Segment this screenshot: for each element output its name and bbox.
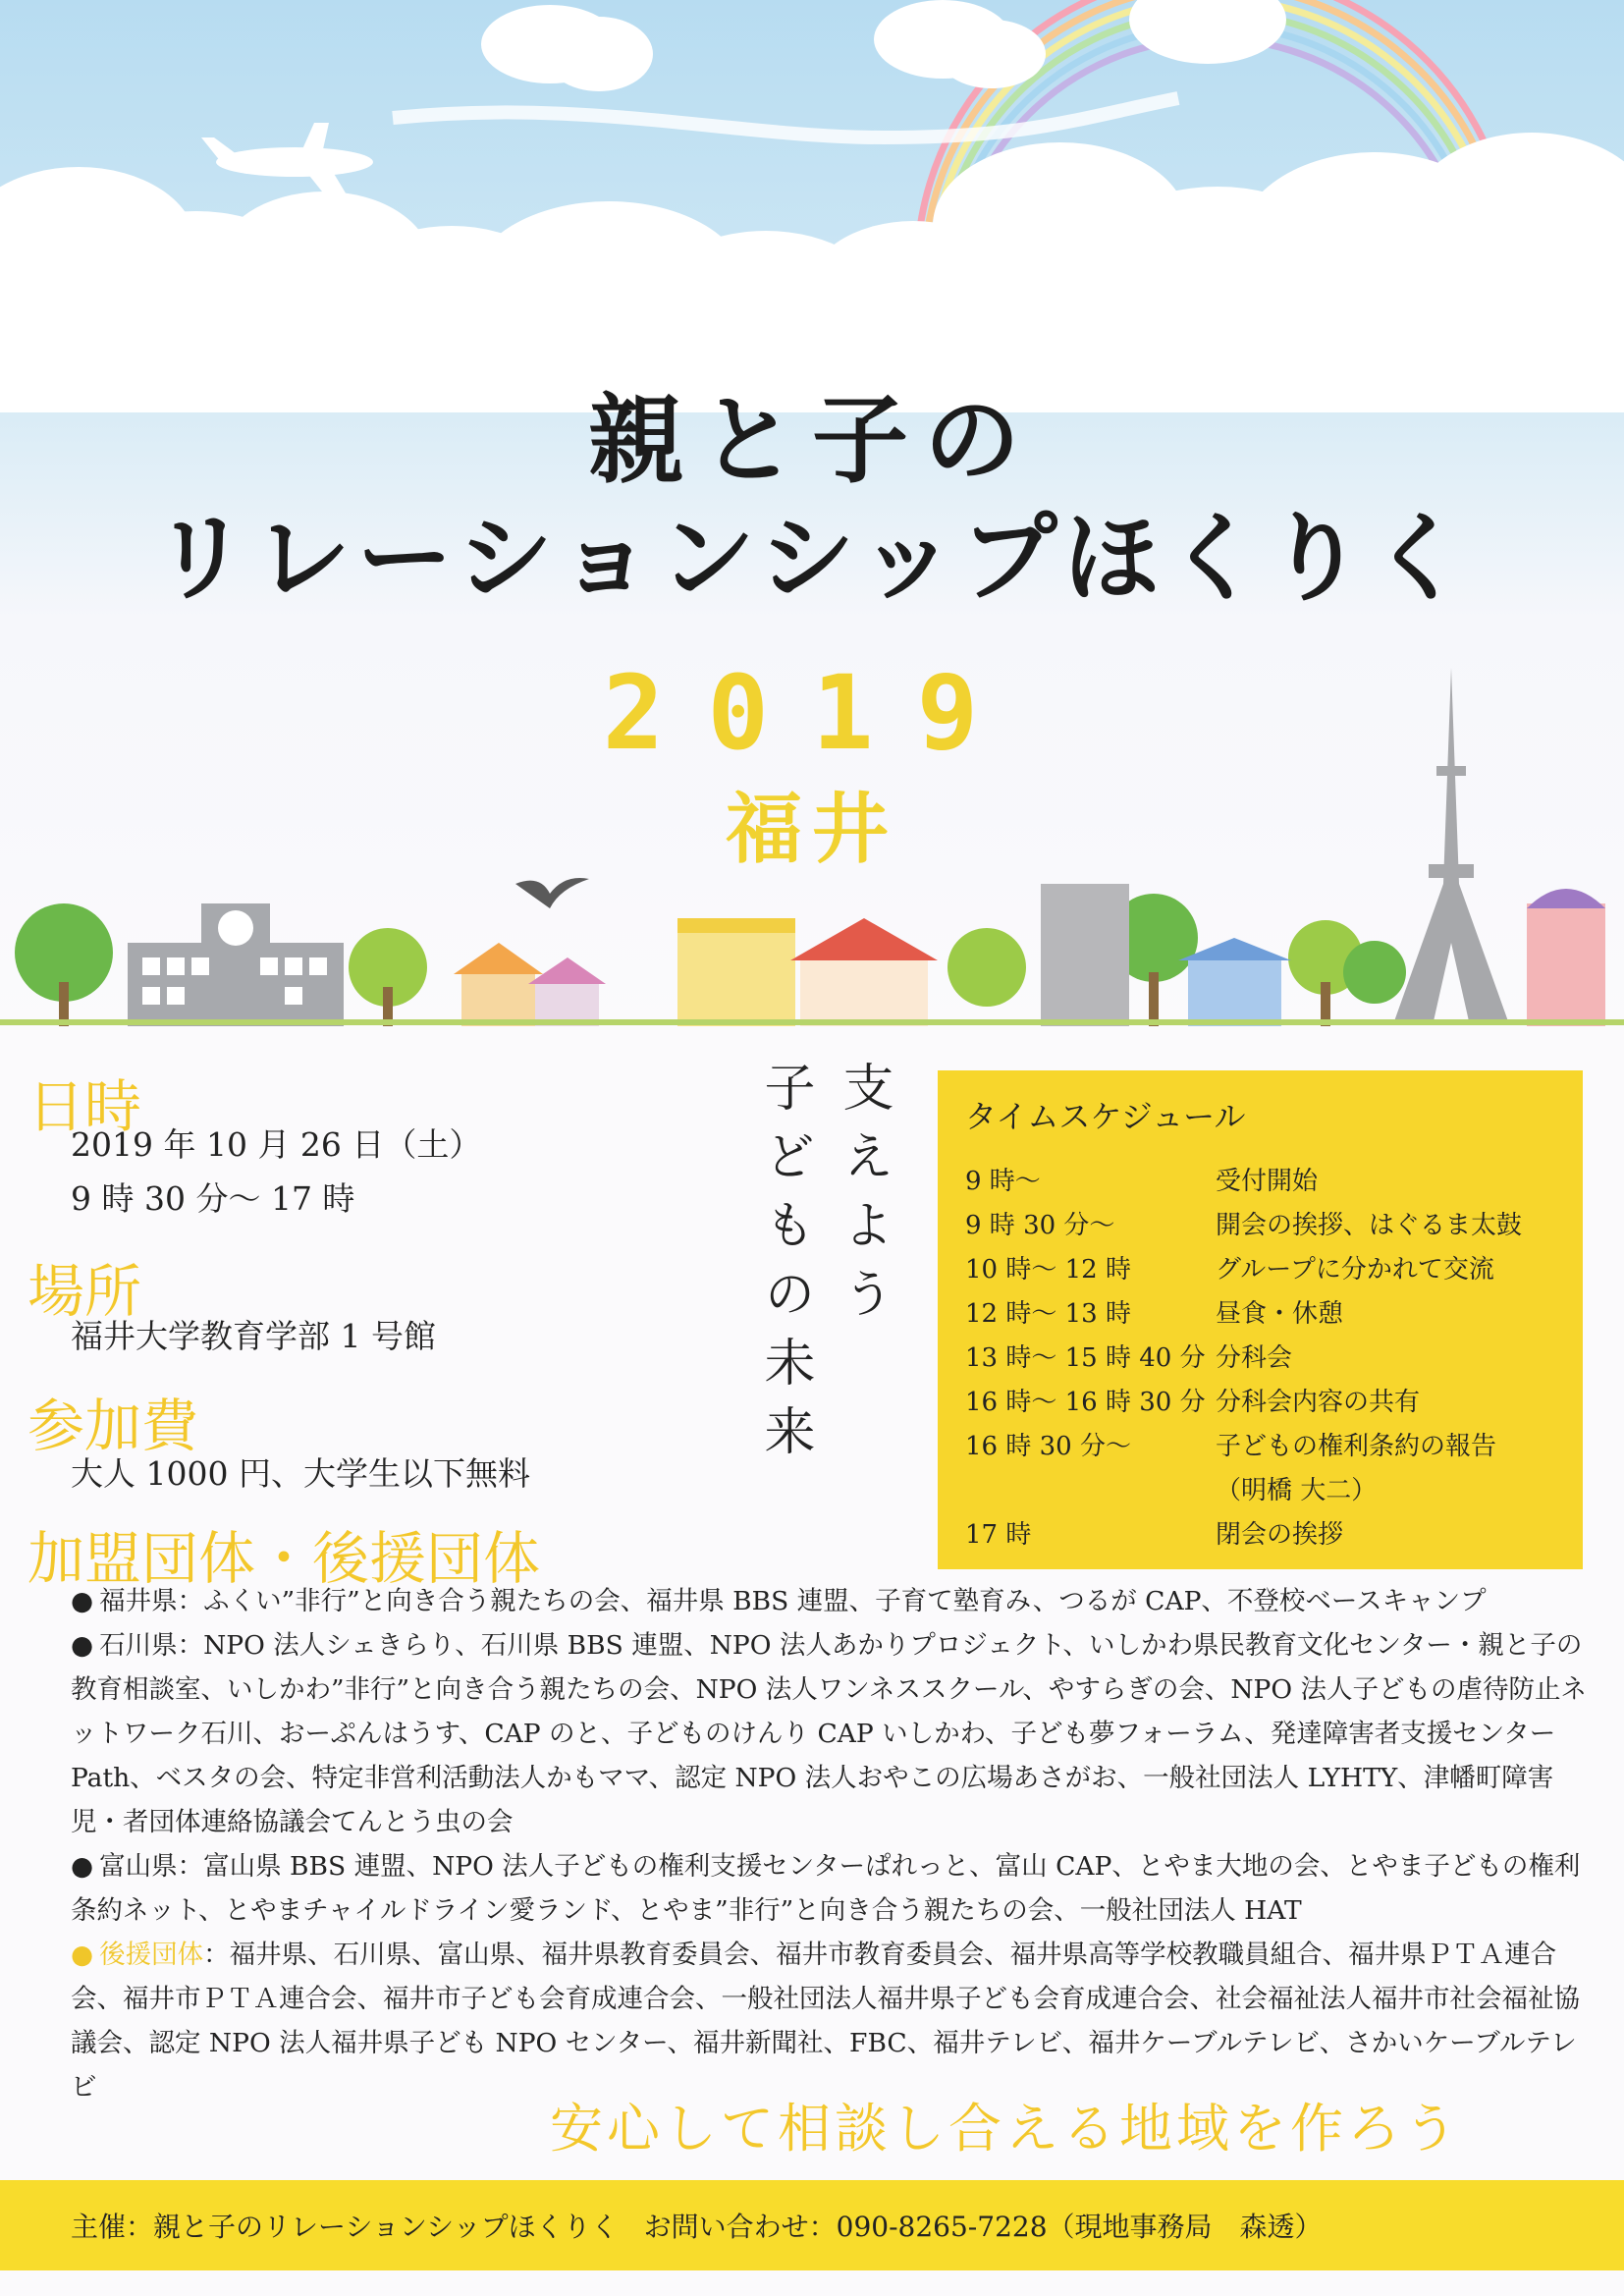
members-fukui-text: 福井県：ふくい”非行”と向き合う親たちの会、福井県 BBS 連盟、子育て塾育み、つるが CAP、不登校ベースキャンプ: [99, 1586, 1487, 1616]
time-schedule-box: [938, 1070, 1583, 1569]
schedule-event: 受付開始: [1216, 1167, 1319, 1196]
date-heading: 日時: [27, 1073, 142, 1140]
members-list: [71, 1579, 1602, 2109]
schedule-event: グループに分かれて交流: [1216, 1255, 1494, 1285]
bullet-icon: ●: [71, 1586, 94, 1616]
bullet-icon: ●: [71, 1940, 94, 1970]
members-toyama-text: 富山県：富山県 BBS 連盟、NPO 法人子どもの権利支援センターぱれっと、富山 CAP、とやま大地の会、とやま子どもの権利条約ネット、とやまチャイルドライン愛ランド、とやま”非行”と向き合う親たちの会、一般社団法人 HAT: [71, 1851, 1581, 1926]
support-text: ：福井県、石川県、富山県、福井県教育委員会、福井市教育委員会、福井県高等学校教職員組合、福井県ＰＴＡ連合会、福井市ＰＴＡ連合会、福井市子ども会育成連合会、一般社団法人福井県子ども会育成連合会、社会福祉法人福井市社会福祉協議会、認定 NPO 法人福井県子ども NPO センター、福井新聞社、FBC、福井テレビ、福井ケーブルテレビ、さかいケーブルテレビ: [71, 1940, 1580, 2103]
bullet-icon: ●: [71, 1630, 94, 1661]
members-heading: 加盟団体・後援団体: [27, 1525, 541, 1592]
title-line-1: 親と子の: [587, 385, 1036, 497]
members-support: [71, 1933, 1602, 2109]
schedule-event: 昼食・休憩: [1216, 1299, 1344, 1329]
members-ishikawa-text: 石川県：NPO 法人シェきらり、石川県 BBS 連盟、NPO 法人あかりプロジェクト、いしかわ県民教育文化センター・親と子の教育相談室、いしかわ”非行”と向き合う親たちの会、NPO 法人ワンネススクール、やすらぎの会、NPO 法人子どもの虐待防止ネットワーク石川、おーぷんはうす、CAP のと、子どものけんり CAP いしかわ、子ども夢フォーラム、発達障害者支援センター Path、ベスタの会、特定非営利活動法人かもママ、認定 NPO 法人おやこの広場あさがお、一般社団法人 LYHTY、津幡町障害児・者団体連絡協議会てんとう虫の会: [71, 1630, 1587, 1837]
schedule-title: タイムスケジュール: [965, 1098, 1246, 1135]
schedule-time: 9 時～: [965, 1167, 1041, 1196]
fee-heading: 参加費: [27, 1393, 199, 1459]
vertical-slogan-col-1: 支えよう: [834, 1061, 893, 1336]
schedule-time: 9 時 30 分～: [965, 1211, 1115, 1240]
support-label: 後援団体: [99, 1940, 204, 1970]
organizer: 主催：親と子のリレーションシップほくりく: [71, 2211, 619, 2243]
schedule-event: （明橋 大二）: [1216, 1476, 1378, 1505]
schedule-time: 17 時: [965, 1520, 1032, 1550]
members-ishikawa: [71, 1623, 1602, 1844]
schedule-time: 10 時～ 12 時: [965, 1255, 1131, 1285]
fee-value: 大人 1000 円、大学生以下無料: [71, 1454, 530, 1493]
slogan: 安心して相談し合える地域を作ろう: [550, 2098, 1461, 2159]
schedule-event: 分科会: [1216, 1343, 1293, 1373]
schedule-event: 分科会内容の共有: [1216, 1388, 1421, 1417]
bullet-icon: ●: [71, 1851, 94, 1882]
schedule-time: 13 時～ 15 時 40 分: [965, 1343, 1206, 1373]
title-line-2: リレーションシップほくりく: [152, 503, 1472, 615]
contact: お問い合わせ：090-8265-7228（現地事務局 森透）: [643, 2211, 1323, 2243]
vertical-slogan-col-2: 子どもの未来: [755, 1061, 814, 1473]
footer-text: [71, 2206, 1348, 2245]
footer-bar: [0, 2180, 1624, 2270]
members-fukui: [71, 1579, 1602, 1623]
date-line-2: 9 時 30 分～ 17 時: [71, 1179, 355, 1218]
event-year: 2019: [602, 653, 1022, 773]
schedule-time: 16 時～ 16 時 30 分: [965, 1388, 1206, 1417]
schedule-time: 16 時 30 分～: [965, 1432, 1131, 1461]
schedule-event: 子どもの権利条約の報告: [1216, 1432, 1497, 1461]
venue-value: 福井大学教育学部 1 号館: [71, 1317, 436, 1355]
members-toyama: [71, 1844, 1602, 1933]
schedule-time: 12 時～ 13 時: [965, 1299, 1131, 1329]
venue-heading: 場所: [27, 1258, 142, 1325]
event-city: 福井: [725, 786, 898, 874]
schedule-event: 開会の挨拶、はぐるま太鼓: [1216, 1211, 1523, 1240]
date-line-1: 2019 年 10 月 26 日（土）: [71, 1125, 482, 1164]
schedule-event: 閉会の挨拶: [1216, 1520, 1344, 1550]
